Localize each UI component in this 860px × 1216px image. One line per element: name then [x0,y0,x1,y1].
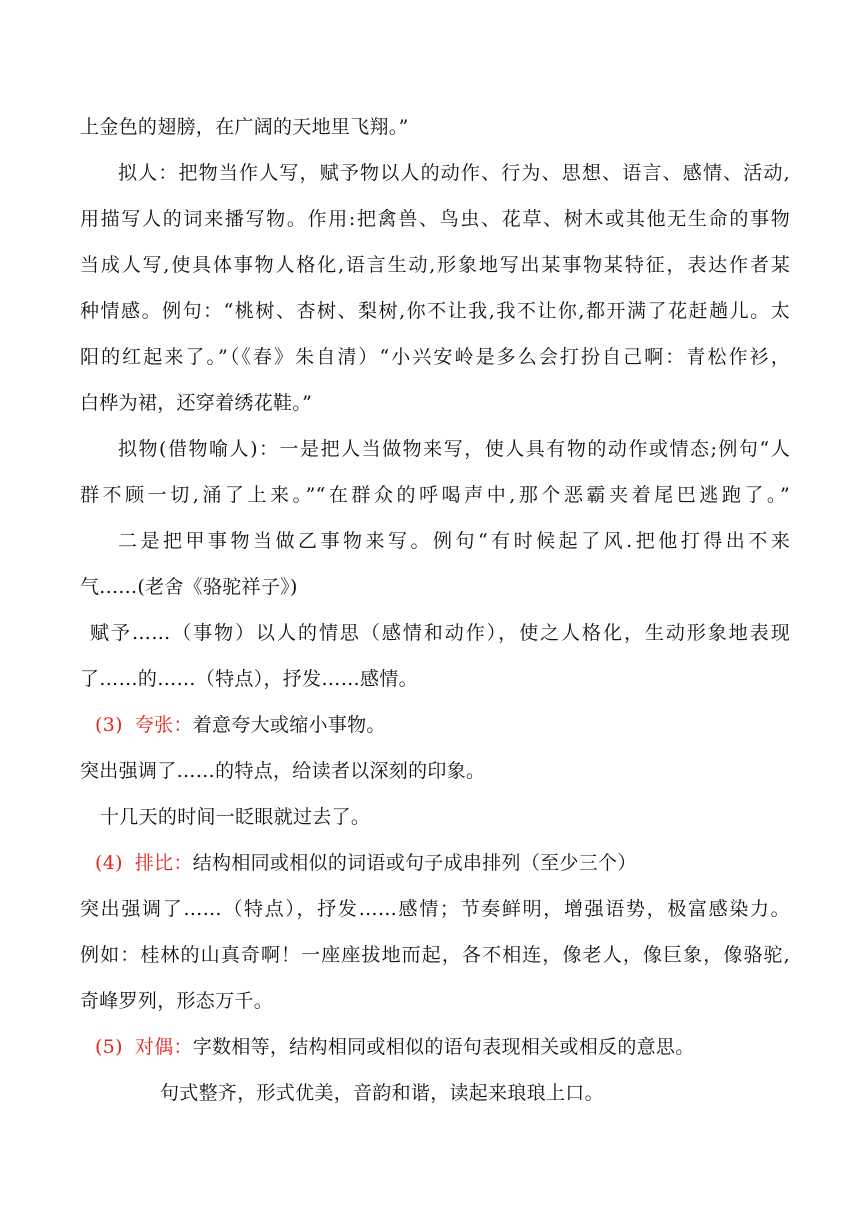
item-text: 着意夸大或缩小事物。 [192,714,386,736]
text-line: 白桦为裙，还穿着绣花鞋。” [80,392,313,414]
text-line: 拟人：把物当作人写，赋予物以人的动作、行为、思想、语言、感情、活动, [118,162,790,184]
text-line: 拟物(借物喻人)：一是把人当做物来写，使人具有物的动作或情态;例句“人 [118,438,790,460]
text-line: 突出强调了……的特点，给读者以深刻的印象。 [80,760,486,782]
text-line: 突出强调了……（特点），抒发……感情；节奏鲜明，增强语势，极富感染力。 [80,898,790,920]
text-line: 赋予……（事物）以人的情思（感情和动作），使之人格化，生动形象地表现 [90,622,790,644]
item-duiou [95,1033,805,1061]
item-label: 排比： [134,852,193,874]
item-label: 夸张： [134,714,193,736]
item-paibi [95,849,805,877]
text-line: 二是把甲事物当做乙事物来写。例句“有时候起了风.把他打得出不来 [118,530,790,552]
text-line: 上金色的翅膀，在广阔的天地里飞翔。” [80,116,409,138]
item-number: (4) [95,852,123,874]
text-line: 气......(老舍《骆驼祥子》) [80,576,298,598]
item-label: 对偶： [134,1036,193,1058]
text-line: 了……的……（特点），抒发……感情。 [80,668,418,690]
text-line: 用描写人的词来播写物。作用:把禽兽、鸟虫、花草、树木或其他无生命的事物 [80,208,790,230]
item-text: 字数相等，结构相同或相似的语句表现相关或相反的意思。 [192,1036,695,1058]
text-line: 句式整齐，形式优美，音韵和谐，读起来琅琅上口。 [160,1082,604,1104]
item-text: 结构相同或相似的词语或句子成串排列（至少三个） [192,852,637,874]
item-number: (5) [95,1036,123,1058]
item-kuazhang [95,711,805,739]
text-line: 奇峰罗列，形态万千。 [80,990,274,1012]
text-line: 阳的红起来了。”（《春》朱自清）“小兴安岭是多么会打扮自己啊：青松作衫， [80,346,790,368]
text-line: 群不顾一切,涌了上来。”“在群众的呼喝声中,那个恶霸夹着尾巴逃跑了。” [80,484,790,506]
text-line: 十几天的时间一眨眼就过去了。 [100,806,371,828]
text-line: 例如：桂林的山真奇啊！一座座拔地而起，各不相连，像老人，像巨象，像骆驼, [80,944,790,966]
text-line: 种情感。例句：“桃树、杏树、梨树,你不让我,我不让你,都开满了花赶趟儿。太 [80,300,790,322]
text-line: 当成人写,使具体事物人格化,语言生动,形象地写出某事物某特征，表达作者某 [80,254,790,276]
item-number: (3) [95,714,123,736]
